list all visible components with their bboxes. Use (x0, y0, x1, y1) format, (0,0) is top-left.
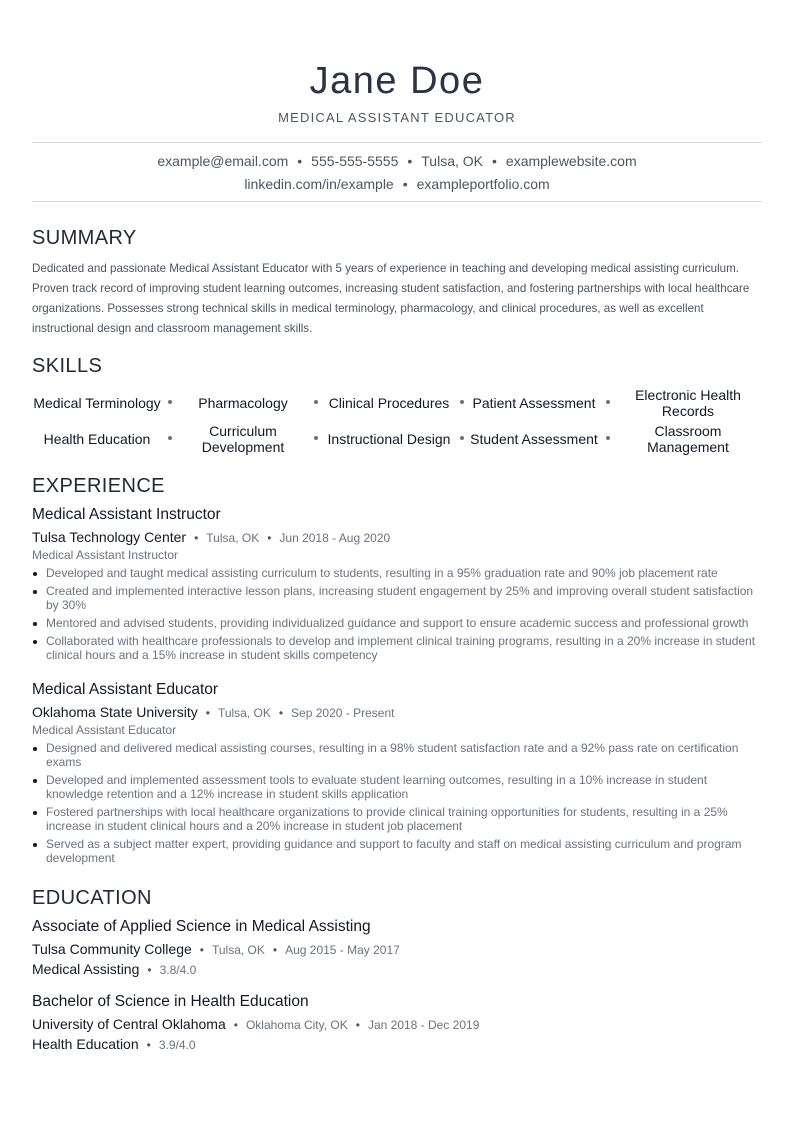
gpa-value: 3.9/4.0 (158, 1038, 196, 1052)
education-dates: Jan 2018 - Dec 2019 (367, 1018, 480, 1032)
skills-row (32, 422, 762, 456)
meta-separator: • (147, 963, 152, 977)
skill-item: Medical Terminology (33, 395, 161, 411)
job-bullet-text: Developed and taught medical assisting curriculum to students, resulting in a 95% graduation rate and 90% job placement rate (46, 566, 718, 580)
job-organization: Oklahoma State University (32, 704, 198, 720)
job-role: Medical Assistant Instructor (32, 548, 179, 562)
job-location: Tulsa, OK (206, 531, 260, 545)
job-bullet-text: Designed and delivered medical assisting courses, resulting in a 98% student satisfaction rate and a 92% pass rate on certification exams (46, 741, 739, 769)
job-bullet (32, 616, 762, 630)
contact-separator: • (492, 153, 497, 169)
section-heading-experience: EXPERIENCE (32, 475, 165, 497)
contact-separator: • (297, 153, 303, 169)
meta-separator: • (278, 706, 284, 720)
skill-separator-dot (314, 436, 318, 440)
candidate-title: MEDICAL ASSISTANT EDUCATOR (278, 110, 516, 125)
school-name: University of Central Oklahoma (32, 1016, 226, 1032)
school-location: Oklahoma City, OK (245, 1018, 348, 1032)
meta-separator: • (205, 706, 210, 720)
meta-separator: • (194, 531, 199, 545)
bullet-dot (33, 843, 37, 847)
section-heading-skills: SKILLS (32, 355, 103, 377)
job-bullet-text: Mentored and advised students, providing individualized guidance and support to ensure academic success and professional growth (46, 616, 749, 630)
education-meta (32, 1016, 479, 1032)
skill-item: Instructional Design (327, 431, 451, 447)
education-dates: Aug 2015 - May 2017 (285, 943, 400, 957)
skill-item: Classroom Management (647, 423, 729, 455)
skill-item: Student Assessment (470, 431, 598, 447)
skill-separator-dot (606, 436, 610, 440)
skill-separator-dot (606, 400, 610, 404)
skill-item: Pharmacology (198, 395, 288, 411)
job-meta (32, 529, 390, 545)
job-bullet-text: Created and implemented interactive lesson plans, increasing student engagement by 25% and improving overall student satisfaction by 30% (46, 584, 754, 612)
skill-separator-dot (168, 400, 172, 404)
job-bullet (32, 773, 762, 801)
job-bullet-list (32, 741, 762, 869)
job-bullet-list (32, 566, 762, 666)
field-of-study: Health Education (32, 1036, 139, 1052)
contact-separator: • (407, 153, 413, 169)
job-title: Medical Assistant Instructor (32, 506, 221, 523)
skill-separator-dot (460, 400, 464, 404)
meta-separator: • (199, 943, 204, 957)
degree-title: Associate of Applied Science in Medical Assisting (32, 918, 371, 935)
job-bullet-text: Developed and implemented assessment tools to evaluate student learning outcomes, resulting in a 10% increase in student knowledge retention and a 12% increase in student skills application (46, 773, 708, 801)
header-divider-bottom (32, 201, 762, 202)
bullet-dot (33, 779, 37, 783)
contact-row-1 (32, 152, 762, 170)
bullet-dot (33, 622, 37, 626)
bullet-dot (33, 747, 37, 751)
location-text: Tulsa, OK (421, 153, 483, 169)
section-heading-education: EDUCATION (32, 887, 152, 909)
header-divider-top (32, 142, 762, 143)
website-link[interactable]: examplewebsite.com (505, 153, 637, 169)
job-bullet (32, 566, 762, 580)
job-bullet-text: Fostered partnerships with local healthcare organizations to provide clinical training opportunities for students, resulting in a 25% increase in student clinical hours and a 20% increase in student job placement (46, 805, 728, 833)
education-field-row (32, 1036, 196, 1052)
meta-separator: • (267, 531, 272, 545)
job-bullet (32, 741, 762, 769)
email-link[interactable]: example@email.com (157, 153, 289, 169)
meta-separator: • (355, 1018, 360, 1032)
meta-separator: • (233, 1018, 238, 1032)
job-dates: Sep 2020 - Present (291, 706, 395, 720)
skill-item: Curriculum Development (201, 423, 285, 455)
job-bullet (32, 837, 762, 865)
job-organization: Tulsa Technology Center (32, 529, 187, 545)
field-of-study: Medical Assisting (32, 961, 140, 977)
resume-page (32, 0, 762, 1123)
job-title: Medical Assistant Educator (32, 681, 219, 698)
phone-text: 555-555-5555 (311, 153, 399, 169)
job-bullet (32, 805, 762, 833)
skill-item: Electronic Health Records (635, 387, 741, 419)
skill-item: Patient Assessment (472, 395, 596, 411)
job-bullet (32, 634, 762, 662)
education-meta (32, 941, 400, 957)
candidate-name: Jane Doe (309, 60, 485, 102)
bullet-dot (33, 572, 37, 576)
skills-row (32, 386, 762, 420)
skill-separator-dot (314, 400, 318, 404)
summary-paragraph: Dedicated and passionate Medical Assistant Educator with 5 years of experience in teaching and developing medical assisting curriculum. Proven track record of improving student learning outcomes, increasing student satisfaction, and fostering partnerships with local healthcare organizations. Possesses strong technical skills in medical terminology, pharmacology, and clinical procedures, as well as excellent instructional design and classroom management skills. (32, 262, 750, 335)
job-bullet (32, 584, 762, 612)
skill-item: Clinical Procedures (328, 395, 450, 411)
meta-separator: • (272, 943, 278, 957)
section-heading-summary: SUMMARY (32, 227, 137, 249)
job-role: Medical Assistant Educator (32, 723, 177, 737)
job-bullet-text: Served as a subject matter expert, providing guidance and support to faculty and staff on medical assisting curriculum and program development (46, 837, 742, 865)
school-location: Tulsa, OK (211, 943, 265, 957)
job-bullet-text: Collaborated with healthcare professionals to develop and implement clinical training programs, resulting in a 20% increase in student clinical hours and a 15% increase in student skills competency (46, 634, 756, 662)
degree-title: Bachelor of Science in Health Education (32, 993, 309, 1010)
skill-separator-dot (168, 436, 172, 440)
portfolio-link[interactable]: exampleportfolio.com (416, 176, 550, 192)
skill-separator-dot (460, 436, 464, 440)
skill-item: Health Education (43, 431, 151, 447)
bullet-dot (33, 811, 37, 815)
school-name: Tulsa Community College (32, 941, 192, 957)
education-field-row (32, 961, 196, 977)
job-location: Tulsa, OK (217, 706, 271, 720)
bullet-dot (33, 590, 37, 594)
meta-separator: • (146, 1038, 151, 1052)
bullet-dot (33, 640, 37, 644)
linkedin-link[interactable]: linkedin.com/in/example (244, 176, 394, 192)
contact-separator: • (402, 176, 408, 192)
job-meta (32, 704, 394, 720)
contact-row-2 (32, 175, 762, 193)
job-dates: Jun 2018 - Aug 2020 (279, 531, 391, 545)
gpa-value: 3.8/4.0 (159, 963, 197, 977)
